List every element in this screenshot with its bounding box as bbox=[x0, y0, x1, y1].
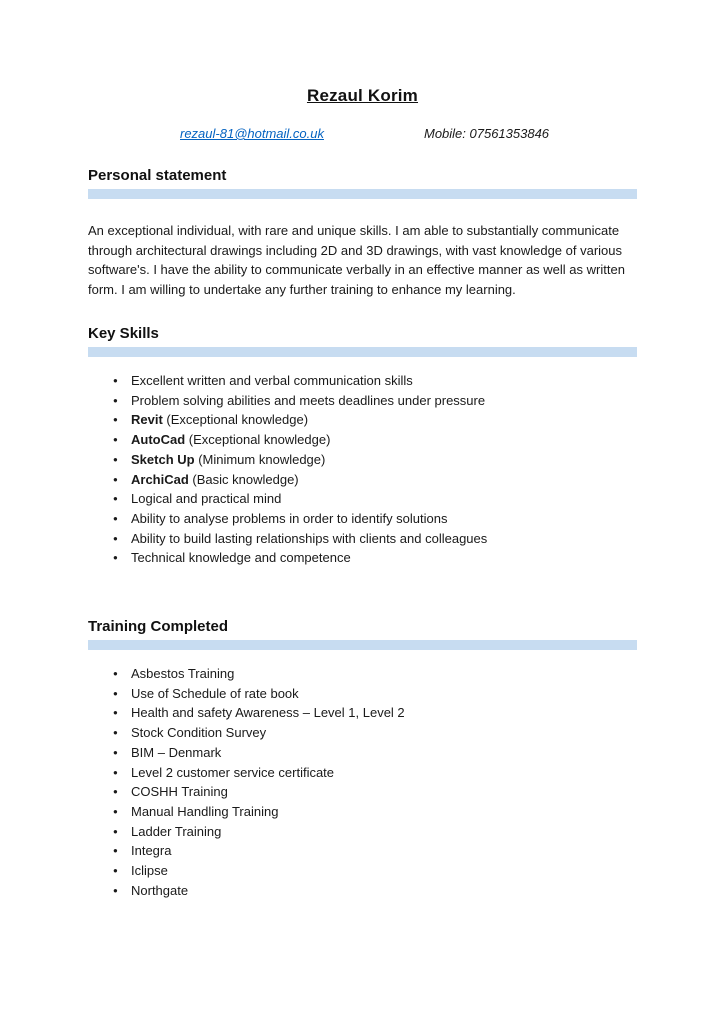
key-skills-list bbox=[88, 371, 637, 568]
list-item-text: Integra bbox=[131, 843, 172, 859]
page-title: Rezaul Korim bbox=[306, 86, 419, 105]
section-training-completed bbox=[88, 618, 637, 900]
personal-statement-heading: Personal statement bbox=[88, 167, 227, 184]
list-item bbox=[113, 450, 637, 470]
list-item bbox=[113, 841, 637, 861]
list-item bbox=[113, 548, 637, 568]
contact-row bbox=[88, 126, 637, 141]
section-divider-bar bbox=[88, 640, 637, 650]
list-item-bold-text: AutoCad bbox=[131, 432, 186, 448]
list-item-text: Problem solving abilities and meets deadlines under pressure bbox=[131, 392, 486, 408]
list-item bbox=[113, 664, 637, 684]
list-item bbox=[113, 703, 637, 723]
list-item-text: (Exceptional knowledge) bbox=[162, 412, 309, 428]
list-item bbox=[113, 684, 637, 704]
list-item bbox=[113, 743, 637, 763]
list-item-text: Ability to analyse problems in order to identify solutions bbox=[131, 510, 448, 526]
list-item-bold-text: ArchiCad bbox=[131, 471, 189, 487]
list-item bbox=[113, 371, 637, 391]
list-item-text: Northgate bbox=[131, 882, 189, 898]
list-item bbox=[113, 822, 637, 842]
section-key-skills bbox=[88, 325, 637, 568]
list-item-bold-text: Revit bbox=[131, 412, 163, 428]
list-item-text: Ability to build lasting relationships with clients and colleagues bbox=[131, 530, 488, 546]
list-item-text: Iclipse bbox=[131, 863, 168, 879]
list-item-text: Excellent written and verbal communication skills bbox=[131, 373, 413, 388]
list-item bbox=[113, 763, 637, 783]
list-item-text: (Exceptional knowledge) bbox=[185, 432, 331, 448]
list-item-bold-text: Sketch Up bbox=[131, 451, 195, 467]
list-item bbox=[113, 723, 637, 743]
list-item bbox=[113, 430, 637, 450]
list-item-text: Ladder Training bbox=[131, 823, 222, 839]
key-skills-heading: Key Skills bbox=[88, 325, 159, 342]
list-item bbox=[113, 881, 637, 901]
list-item bbox=[113, 861, 637, 881]
list-item bbox=[113, 509, 637, 529]
list-item-text: Stock Condition Survey bbox=[131, 725, 267, 741]
list-item-text: Logical and practical mind bbox=[131, 491, 282, 507]
list-item bbox=[113, 489, 637, 509]
list-item-text: COSHH Training bbox=[131, 784, 228, 800]
list-item-text: Asbestos Training bbox=[131, 666, 235, 682]
list-item bbox=[113, 410, 637, 430]
list-item-text: Manual Handling Training bbox=[131, 803, 279, 819]
email-link[interactable]: rezaul-81@hotmail.co.uk bbox=[180, 126, 324, 141]
section-personal-statement bbox=[88, 167, 637, 299]
list-item bbox=[113, 802, 637, 822]
list-item-text: (Minimum knowledge) bbox=[194, 451, 326, 467]
list-item-text: Use of Schedule of rate book bbox=[131, 685, 299, 701]
mobile-number: Mobile: 07561353846 bbox=[423, 126, 550, 141]
list-item bbox=[113, 470, 637, 490]
training-completed-heading: Training Completed bbox=[88, 618, 229, 636]
list-item bbox=[113, 529, 637, 549]
section-divider-bar bbox=[88, 347, 637, 357]
list-item bbox=[113, 391, 637, 411]
training-completed-list bbox=[88, 664, 637, 900]
list-item-text: (Basic knowledge) bbox=[188, 471, 299, 487]
personal-statement-text: An exceptional individual, with rare and unique skills. I am able to substantially communicate through architectural drawings including 2D and 3D drawings, with vast knowledge of various software's. I have the ability to communicate verbally in an effective manner as well as written form. I am willing to undertake any further training to enhance my learning. bbox=[88, 223, 625, 297]
list-item-text: Health and safety Awareness – Level 1, Level 2 bbox=[131, 705, 405, 721]
list-item-text: Technical knowledge and competence bbox=[131, 550, 351, 566]
list-item-text: Level 2 customer service certificate bbox=[131, 764, 335, 780]
section-divider-bar bbox=[88, 189, 637, 199]
list-item-text: BIM – Denmark bbox=[131, 744, 222, 760]
list-item bbox=[113, 782, 637, 802]
